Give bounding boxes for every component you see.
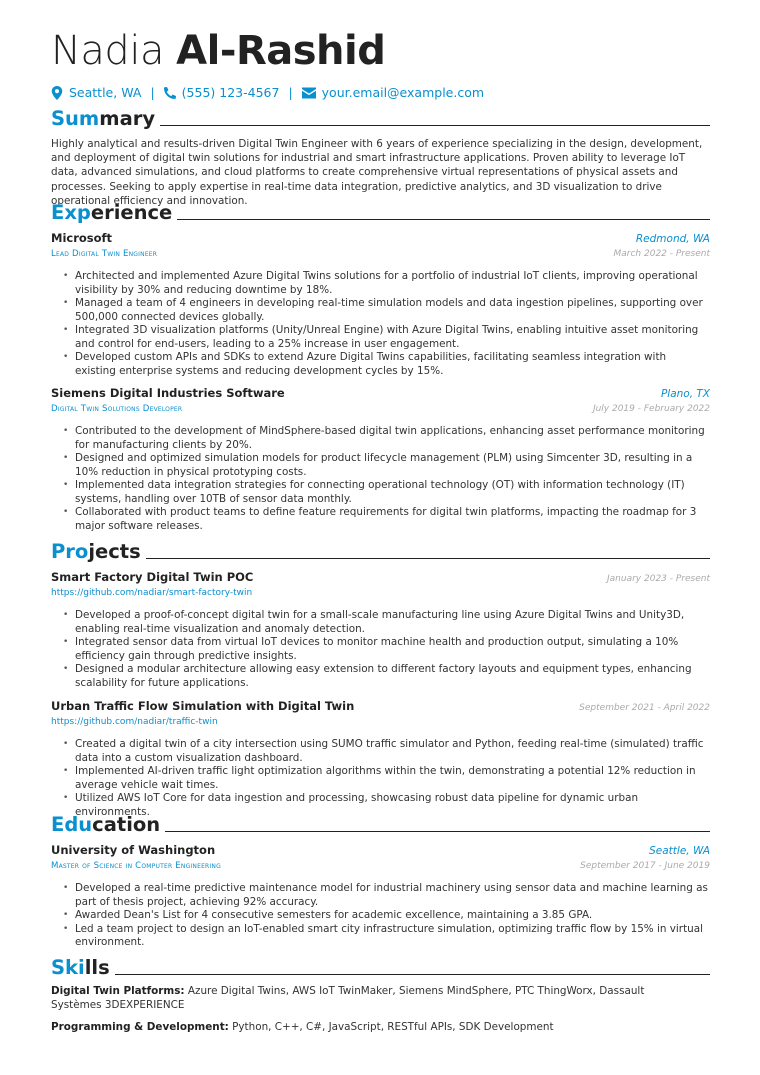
list-item: • Developed custom APIs and SDKs to extend Azure Digital Twins capabilities, facilitating seamless integration with existing enterprise systems and reducing development cycles by 15%. (75, 351, 710, 378)
list-item: • Architected and implemented Azure Digital Twins solutions for a portfolio of industrial IoT clients, improving operational visibility by 30% and reducing downtime by 18%. (75, 270, 710, 297)
list-item: • Utilized AWS IoT Core for data ingestion and processing, showcasing robust data pipeline for dynamic urban environments. (75, 792, 710, 819)
skill-label: Programming & Development: (51, 1021, 229, 1033)
email-link[interactable]: your.email@example.com (321, 85, 485, 100)
phone-icon (164, 86, 176, 100)
education-dates: September 2017 - June 2019 (580, 861, 710, 871)
achievement-list (51, 425, 710, 533)
achievement-list (51, 609, 710, 690)
first-name: Nadia (51, 28, 164, 74)
school-name: University of Washington (51, 843, 216, 857)
section-title: Summary (51, 107, 156, 130)
job-dates: March 2022 - Present (613, 249, 710, 259)
company-location: Redmond, WA (635, 233, 710, 245)
list-item: • Created a digital twin of a city intersection using SUMO traffic simulator and Python, feeding real-time (simulated) traffic data into a custom visualization dashboard. (75, 738, 710, 765)
skill-value: Azure Digital Twins, AWS IoT TwinMaker, Siemens MindSphere, PTC ThingWorx, Dassault Systèmes 3DEXPERIENCE (51, 985, 645, 1011)
last-name: Al-Rashid (176, 28, 386, 74)
achievement-list (51, 882, 710, 950)
education-entry (51, 843, 710, 950)
section-skills (51, 957, 710, 979)
map-marker-icon (51, 86, 63, 100)
list-item: • Implemented AI-driven traffic light optimization algorithms within the twin, demonstrating a potential 12% reduction in average vehicle wait times. (75, 765, 710, 792)
project-url-link[interactable]: https://github.com/nadiar/traffic-twin (51, 717, 218, 727)
skill-label: Digital Twin Platforms: (51, 985, 185, 997)
envelope-icon (302, 87, 316, 99)
project-dates: January 2023 - Present (607, 574, 710, 584)
contact-line (51, 85, 484, 101)
company-name: Siemens Digital Industries Software (51, 386, 285, 400)
skill-value: Python, C++, C#, JavaScript, RESTful APIs, SDK Development (232, 1021, 554, 1033)
list-item: • Managed a team of 4 engineers in developing real-time simulation models and data ingestion pipelines, supporting over 500,000 connected devices globally. (75, 297, 710, 324)
job-title: Digital Twin Solutions Developer (51, 404, 183, 414)
list-item: • Integrated sensor data from virtual IoT devices to monitor machine health and production output, simulating a 10% efficiency gain through predictive insights. (75, 636, 710, 663)
section-rule (160, 125, 710, 127)
section-rule (146, 558, 710, 560)
list-item: • Designed and optimized simulation models for product lifecycle management (PLM) using Simcenter 3D, resulting in a 10% reduction in physical prototyping costs. (75, 452, 710, 479)
section-title: Education (51, 813, 161, 836)
achievement-list (51, 738, 710, 819)
section-projects (51, 541, 710, 563)
list-item: • Awarded Dean's List for 4 consecutive semesters for academic excellence, maintaining a 3.85 GPA. (75, 909, 710, 923)
section-experience (51, 202, 710, 224)
list-item: • Contributed to the development of MindSphere-based digital twin applications, enhancing asset performance monitoring for manufacturing clients by 20%. (75, 425, 710, 452)
list-item: • Integrated 3D visualization platforms (Unity/Unreal Engine) with Azure Digital Twins, enabling intuitive asset monitoring and control for end-users, leading to a 25% increase in user engagement. (75, 324, 710, 351)
skill-row (51, 1020, 671, 1034)
phone-link[interactable]: (555) 123-4567 (181, 85, 280, 100)
section-title: Skills (51, 956, 110, 979)
section-title: Projects (51, 540, 141, 563)
section-education (51, 814, 710, 836)
experience-entry-siemens (51, 386, 710, 533)
contact-separator: | (150, 85, 155, 100)
section-rule (115, 974, 710, 976)
project-dates: September 2021 - April 2022 (579, 703, 710, 713)
location-text: Seattle, WA (69, 85, 142, 100)
job-title: Lead Digital Twin Engineer (51, 249, 158, 259)
summary-text: Highly analytical and results-driven Digital Twin Engineer with 6 years of experience specializing in the design, development, and deployment of digital twin solutions for industrial and smart infrastructure applications. Proven ability to leverage IoT data, advanced simulations, and cloud platforms to create comprehensive virtual representations of physical assets and processes. Seeking to apply expertise in real-time data integration, predictive analytics, and 3D visualization to drive operational efficiency and innovation. (51, 138, 703, 207)
list-item: • Developed a real-time predictive maintenance model for industrial machinery using sensor data and machine learning as part of thesis project, achieving 92% accuracy. (75, 882, 710, 909)
project-title: Urban Traffic Flow Simulation with Digital Twin (51, 699, 355, 713)
contact-separator: | (288, 85, 293, 100)
project-entry-smart-factory (51, 570, 710, 690)
section-rule (165, 831, 710, 833)
list-item: • Designed a modular architecture allowing easy extension to different factory layouts and equipment types, enhancing scalability for future applications. (75, 663, 710, 690)
project-entry-traffic (51, 699, 710, 819)
list-item: • Implemented data integration strategies for connecting operational technology (OT) with information technology (IT) systems, handling over 10TB of sensor data monthly. (75, 479, 710, 506)
list-item: • Collaborated with product teams to define feature requirements for digital twin platforms, impacting the roadmap for 3 major software releases. (75, 506, 710, 533)
skill-row (51, 984, 671, 1012)
list-item: • Developed a proof-of-concept digital twin for a small-scale manufacturing line using Azure Digital Twins and Unity3D, enabling real-time visualization and anomaly detection. (75, 609, 710, 636)
list-item: • Led a team project to design an IoT-enabled smart city infrastructure simulation, optimizing traffic flow by 15% in virtual environment. (75, 923, 710, 950)
job-dates: July 2019 - February 2022 (592, 404, 710, 414)
section-title: Experience (51, 201, 173, 224)
experience-entry-microsoft (51, 231, 710, 378)
achievement-list (51, 270, 710, 378)
candidate-name (51, 26, 385, 76)
section-summary (51, 108, 710, 130)
company-location: Plano, TX (660, 388, 710, 400)
school-location: Seattle, WA (649, 845, 710, 857)
project-title: Smart Factory Digital Twin POC (51, 570, 254, 584)
degree-title: Master of Science in Computer Engineering (51, 861, 221, 871)
company-name: Microsoft (51, 231, 113, 245)
section-rule (177, 219, 710, 221)
project-url-link[interactable]: https://github.com/nadiar/smart-factory-twin (51, 588, 253, 598)
